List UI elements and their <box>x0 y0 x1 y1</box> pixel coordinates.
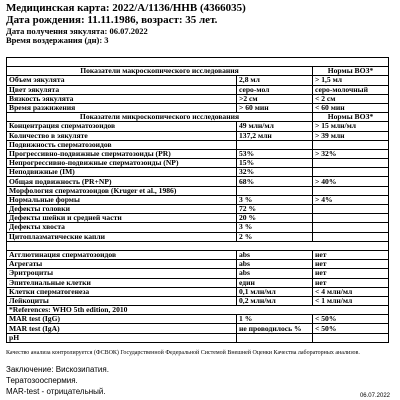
parameter-norm <box>313 205 389 214</box>
empty-cell <box>7 58 389 67</box>
table-row <box>7 250 389 259</box>
table-row <box>7 103 389 112</box>
teratozoospermia-note: Тератозооспермия. <box>6 376 78 385</box>
norm-header: Нормы ВОЗ* <box>313 113 389 122</box>
parameter-norm <box>313 223 389 232</box>
table-row <box>7 186 389 195</box>
parameter-name: Время разжижения <box>7 103 237 112</box>
table-row <box>7 195 389 204</box>
parameter-norm <box>313 159 389 168</box>
parameter-value: 1 % <box>237 315 313 324</box>
parameter-name: Эпителиальные клетки <box>7 278 237 287</box>
parameter-name: Эритроциты <box>7 269 237 278</box>
parameter-norm: серо-молочный <box>313 85 389 94</box>
parameter-norm: > 4% <box>313 195 389 204</box>
parameter-value: серо-мол <box>237 85 313 94</box>
table-row <box>7 140 389 149</box>
parameter-value: 3 % <box>237 223 313 232</box>
macro-section-header <box>7 67 389 76</box>
micro-section-header <box>7 113 389 122</box>
spacer-row <box>7 241 389 250</box>
table-row <box>7 85 389 94</box>
parameter-name: Цвет эякулята <box>7 85 237 94</box>
parameter-value: 15% <box>237 159 313 168</box>
table-row <box>7 296 389 305</box>
parameter-value <box>237 333 313 342</box>
parameter-norm: > 1,5 мл <box>313 76 389 85</box>
parameter-norm: > 40% <box>313 177 389 186</box>
parameter-value: 49 млн/мл <box>237 122 313 131</box>
parameter-value: 3 % <box>237 195 313 204</box>
table-row <box>7 159 389 168</box>
parameter-value <box>237 140 313 149</box>
section-title: Показатели микроскопического исследования <box>7 113 313 122</box>
parameter-name: Непрогрессивно-подвижные сперматозоиды (NP) <box>7 159 237 168</box>
parameter-norm: < 2 см <box>313 94 389 103</box>
table-row <box>7 76 389 85</box>
parameter-value: 0,1 млн/мл <box>237 287 313 296</box>
parameter-value: 137,2 млн <box>237 131 313 140</box>
parameter-value <box>237 186 313 195</box>
table-row <box>7 232 389 241</box>
parameter-name: Неподвижные (IM) <box>7 168 237 177</box>
parameter-norm: нет <box>313 250 389 259</box>
conclusion: Заключение: Вискозипатия. <box>6 365 109 374</box>
abstinence-time: Время воздержания (дн): 3 <box>6 35 109 45</box>
parameter-name: Цитоплазматические капли <box>7 232 237 241</box>
birth-date: Дата рождения: 11.11.1986, возраст: 35 лет. <box>6 14 218 26</box>
parameter-name: Лейкоциты <box>7 296 237 305</box>
parameter-name: Подвижность сперматозоидов <box>7 140 237 149</box>
parameter-name: Нормальные формы <box>7 195 237 204</box>
parameter-name: Клетки сперматогенеза <box>7 287 237 296</box>
table-row <box>7 205 389 214</box>
table-row <box>7 324 389 333</box>
parameter-name: Объем эякулята <box>7 76 237 85</box>
parameter-value: 32% <box>237 168 313 177</box>
parameter-value: не проводилось % <box>237 324 313 333</box>
section-title: Показатели макроскопического исследования <box>7 67 313 76</box>
parameter-name: Количество в эякуляте <box>7 131 237 140</box>
table-row <box>7 260 389 269</box>
parameter-value: 72 % <box>237 205 313 214</box>
parameter-value: един <box>237 278 313 287</box>
parameter-name: Общая подвижность (PR+NP) <box>7 177 237 186</box>
parameter-value: 20 % <box>237 214 313 223</box>
table-body <box>7 58 389 343</box>
references-row <box>7 306 389 315</box>
parameter-name: Дефекты шейки и средней части <box>7 214 237 223</box>
parameter-value: 2,8 мл <box>237 76 313 85</box>
parameter-norm <box>313 333 389 342</box>
ejaculate-received-date: Дата получения эякулята: 06.07.2022 <box>6 26 148 36</box>
semen-analysis-table <box>6 57 389 343</box>
parameter-value: 0,2 млн/мл <box>237 296 313 305</box>
parameter-name: Агрегаты <box>7 260 237 269</box>
table-row <box>7 287 389 296</box>
parameter-name: Концентрация сперматозоидов <box>7 122 237 131</box>
parameter-name: Прогрессивно-подвижные сперматозоиды (PR) <box>7 149 237 158</box>
medical-card-number: Медицинская карта: 2022/A/1136/HHB (4366035) <box>6 2 246 14</box>
parameter-name: Морфология сперматозоидов (Kruger et al., 1986) <box>7 186 237 195</box>
parameter-norm <box>313 214 389 223</box>
table-row <box>7 315 389 324</box>
parameter-norm <box>313 186 389 195</box>
mar-test-result: MAR-test - отрицательный. <box>6 387 106 396</box>
parameter-norm: нет <box>313 260 389 269</box>
table-row <box>7 278 389 287</box>
parameter-name: MAR test (IgG) <box>7 315 237 324</box>
parameter-name: Вязкость эякулята <box>7 94 237 103</box>
parameter-norm: < 50% <box>313 324 389 333</box>
norm-header: Нормы ВОЗ* <box>313 67 389 76</box>
parameter-norm: < 4 млн/мл <box>313 287 389 296</box>
parameter-value: abs <box>237 250 313 259</box>
parameter-norm <box>313 168 389 177</box>
parameter-norm: > 15 млн/мл <box>313 122 389 131</box>
parameter-name: MAR test (IgA) <box>7 324 237 333</box>
references: *References: WHO 5th edition, 2010 <box>7 306 389 315</box>
parameter-value: abs <box>237 260 313 269</box>
parameter-norm: нет <box>313 269 389 278</box>
table-row <box>7 149 389 158</box>
parameter-name: Дефекты головки <box>7 205 237 214</box>
parameter-norm: < 60 мин <box>313 103 389 112</box>
parameter-value: abs <box>237 269 313 278</box>
spacer-row <box>7 58 389 67</box>
empty-cell <box>7 241 389 250</box>
quality-control-note: Качество анализа контролируется (ФСВОК) Государственной Федеральной Системой Внешней Оценки Качества лабораторных анализов. <box>6 350 360 356</box>
parameter-name: Агглютинация сперматозоидов <box>7 250 237 259</box>
parameter-norm: < 1 млн/мл <box>313 296 389 305</box>
parameter-value: 53% <box>237 149 313 158</box>
table-row <box>7 214 389 223</box>
table-row <box>7 223 389 232</box>
parameter-norm: < 50% <box>313 315 389 324</box>
parameter-norm: > 39 млн <box>313 131 389 140</box>
parameter-value: 68% <box>237 177 313 186</box>
parameter-norm <box>313 232 389 241</box>
parameter-value: >2 см <box>237 94 313 103</box>
parameter-name: Дефекты хвоста <box>7 223 237 232</box>
table-row <box>7 177 389 186</box>
parameter-norm: нет <box>313 278 389 287</box>
parameter-value: 2 % <box>237 232 313 241</box>
corner-date: 06.07.2022 <box>359 393 390 399</box>
table-row <box>7 94 389 103</box>
table-row <box>7 333 389 342</box>
parameter-value: > 60 мин <box>237 103 313 112</box>
parameter-norm: > 32% <box>313 149 389 158</box>
parameter-norm <box>313 140 389 149</box>
table-row <box>7 269 389 278</box>
parameter-name: pH <box>7 333 237 342</box>
table-row <box>7 131 389 140</box>
table-row <box>7 168 389 177</box>
table-row <box>7 122 389 131</box>
